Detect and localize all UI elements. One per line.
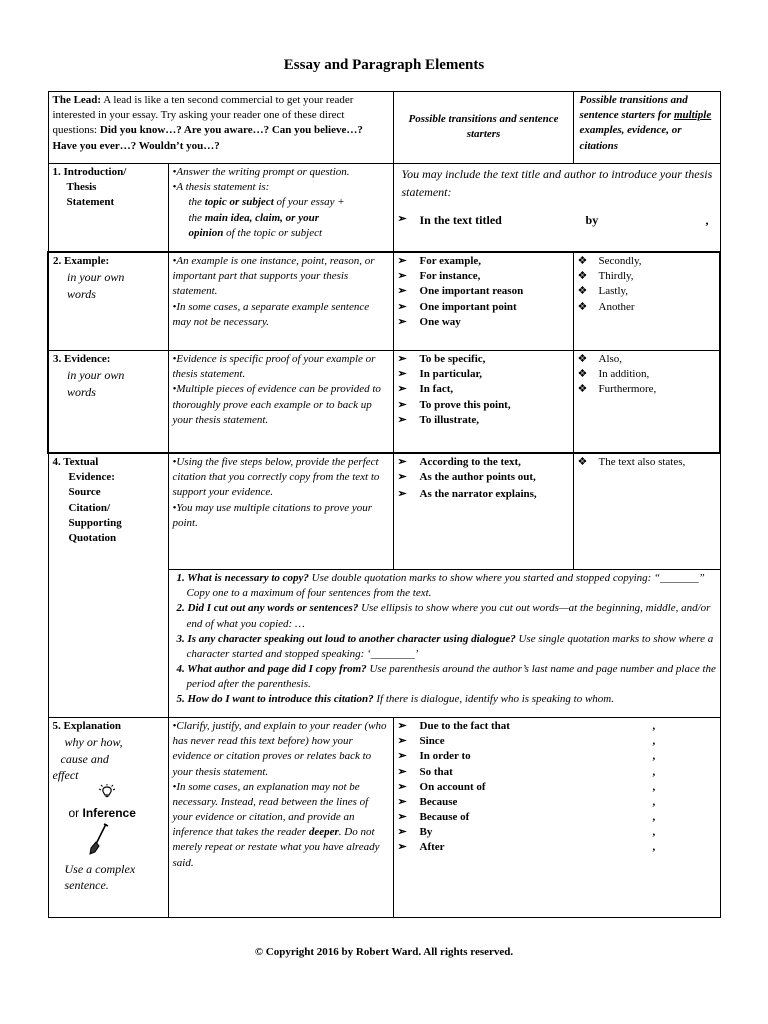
starter-item: ➢ Because of , [398,810,717,825]
starter-item: ➢ After , [398,840,717,855]
arrow-icon: ➢ [397,456,407,468]
arrow-icon: ➢ [397,826,407,839]
lead-cell [48,92,393,164]
header-multiple-transitions: Possible transitions and sentence starters for multiple examples, evidence, or citations [573,92,720,164]
multi-item: ❖ In addition, [578,367,717,382]
starter-item: ➢ According to the text, [398,455,570,470]
textual-multi [573,453,720,570]
starter-item: ➢ In fact, [398,382,570,397]
textual-description: •Using the five steps below, provide the perfect citation that you correctly copy from the text to support your evidence. •You may use multiple citations to prove your point. [168,453,393,570]
starter-item: ➢ In order to , [398,749,717,764]
lead-questions: Did you know…? Are you aware…? Can you believe…? Have you ever…? Wouldn’t you…? [52,124,363,152]
diamond-icon: ❖ [577,383,588,396]
multi-item: ❖ Thirdly, [578,269,717,284]
starter-item: ➢ For instance, [398,269,570,284]
citation-step: 3. Is any character speaking out loud to another character using dialogue? Use single quotation marks to show where a character started and stopped speaking: ‘________’ [176,632,714,660]
starter-item: ➢ Because , [398,795,717,810]
starter-item: ➢ One important point [398,300,570,315]
multi-item: ❖ Another [578,300,717,315]
arrow-icon: ➢ [397,720,407,732]
diamond-icon: ❖ [577,456,588,468]
arrow-icon: ➢ [397,795,407,808]
citation-step: 4. What author and page did I copy from? Use parenthesis around the author’s last name and page number and place the period after the parenthesis. [176,663,716,691]
arrow-icon: ➢ [397,383,407,396]
citation-step: 2. Did I cut out any words or sentences? Use ellipsis to show where you cut out words—at the beginning, middle, and/or end of what you copied: … [176,602,711,630]
arrow-icon: ➢ [397,841,407,854]
textual-label: 4. Textual Evidence: Source Citation/ Supporting Quotation [48,453,168,718]
lead-text: A lead is like a ten second commercial to get your reader interested in your essay. Try asking your reader one of these direct questions: [52,94,354,137]
starter-item: ➢ By , [398,825,717,840]
starter-item: ➢ For example, [398,254,570,269]
arrow-icon: ➢ [397,368,407,381]
header-transitions: Possible transitions and sentence starters [393,92,573,164]
arrow-icon: ➢ [397,300,407,313]
diamond-icon: ❖ [577,300,588,313]
starter-item: ➢ To prove this point, [398,398,570,413]
textual-starters [393,453,573,570]
copyright-footer: © Copyright 2016 by Robert Ward. All rights reserved. [254,946,514,958]
starter-item: ➢ As the narrator explains, [398,487,570,502]
intro-note: You may include the text title and author to introduce your thesis statement: [401,167,713,199]
arrow-icon: ➢ [397,270,407,283]
arrow-icon: ➢ [397,471,407,484]
evidence-description: •Evidence is specific proof of your example or thesis statement. •Multiple pieces of evidence can be provided to thoroughly prove each example or to back up your thesis statement. [168,351,393,454]
arrow-icon: ➢ [397,213,407,225]
citation-step: 5. How do I want to introduce this citation? If there is dialogue, identify who is speaking to whom. [176,693,614,706]
explanation-label: 5. Explanation why or how, cause and effect or Inference Use a complex sentence. [48,718,168,918]
page-title: Essay and Paragraph Elements [283,57,485,73]
row-evidence [48,351,720,454]
arrow-icon: ➢ [397,488,407,501]
arrow-icon: ➢ [397,811,407,824]
evidence-starters [393,351,573,454]
explanation-description: •Clarify, justify, and explain to your reader (who has never read this text before) how your evidence or citation proves or relates back to your thesis statement. •In some cases, an explanation may not be necessary. Instead, read between the lines of your evidence or citation, and provide an inference that takes the reader deeper. Do not merely repeat or restate what you have already said. [168,718,393,918]
diamond-icon: ❖ [577,353,588,365]
arrow-icon: ➢ [397,750,407,763]
starter-item: ➢ So that , [398,765,717,780]
arrow-icon: ➢ [397,765,407,778]
example-label: 2. Example: in your own words [48,252,168,351]
diamond-icon: ❖ [577,270,588,283]
arrow-icon: ➢ [397,413,407,426]
arrow-icon: ➢ [397,780,407,793]
intro-description: •Answer the writing prompt or question. •A thesis statement is: the topic or subject of your essay + the main idea, claim, or your opinion of the topic or subject [168,164,393,253]
arrow-icon: ➢ [397,315,407,328]
starter-item: ➢ In particular, [398,367,570,382]
multi-item: ❖ The text also states, [578,455,717,470]
starter-item: ➢ Due to the fact that , [398,719,717,734]
starter-item: ➢ To be specific, [398,352,570,367]
starter-item: ➢ One way [398,315,570,330]
example-description: •An example is one instance, point, reason, or important part that supports your thesis statement. •In some cases, a separate example sentence may not be necessary. [168,252,393,351]
example-multi [573,252,720,351]
evidence-label: 3. Evidence: in your own words [48,351,168,454]
multi-item: ❖ Lastly, [578,284,717,299]
starter-item: ➢ As the author points out, [398,470,570,485]
arrow-icon: ➢ [397,285,407,298]
starter-item: ➢ One important reason [398,284,570,299]
intro-starters [393,164,720,253]
diamond-icon: ❖ [577,285,588,298]
starter-item: ➢ Since , [398,734,717,749]
starter-item: ➢ To illustrate, [398,413,570,428]
starter-item: ➢ On account of , [398,780,717,795]
shovel-icon [53,822,165,861]
diamond-icon: ❖ [577,255,588,267]
header-row [48,92,720,164]
example-starters [393,252,573,351]
arrow-icon: ➢ [397,735,407,748]
multi-item: ❖ Also, [578,352,717,367]
row-example [48,252,720,351]
explanation-starters [393,718,720,918]
starter-item: ➢ In the text titled by , [398,211,717,230]
evidence-multi [573,351,720,454]
citation-steps [168,570,720,718]
row-introduction [48,164,720,253]
citation-step: 1. What is necessary to copy? Use double quotation marks to show where you started and stopped copying: “_______” Copy one to a maximum of four sentences from the text. [176,572,705,600]
multi-item: ❖ Secondly, [578,254,717,269]
row-textual-evidence [48,453,720,570]
arrow-icon: ➢ [397,255,407,267]
diamond-icon: ❖ [577,368,588,381]
lead-label: The Lead: [52,94,102,106]
multi-item: ❖ Furthermore, [578,382,717,397]
arrow-icon: ➢ [397,353,407,365]
row-explanation [48,718,720,918]
lightbulb-icon [53,784,165,805]
essay-elements-table [47,91,721,918]
arrow-icon: ➢ [397,398,407,411]
intro-label: 1. Introduction/ Thesis Statement [48,164,168,253]
